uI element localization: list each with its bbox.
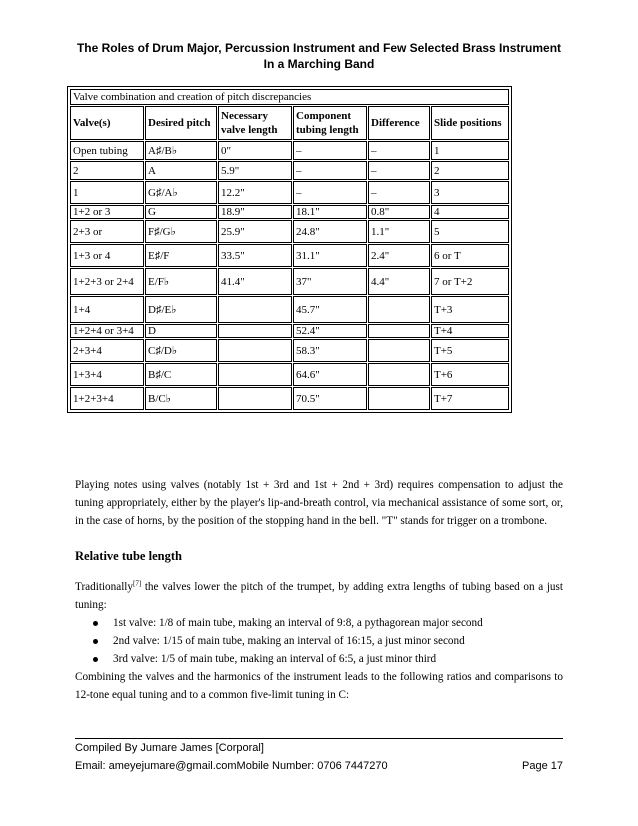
table-cell	[218, 324, 292, 338]
bullet-icon	[93, 657, 98, 662]
table-cell: E/F♭	[145, 268, 217, 295]
valve-ratio-list	[93, 614, 563, 668]
table-row	[70, 296, 509, 323]
table-cell: 1	[70, 181, 144, 204]
table-cell	[368, 296, 430, 323]
table-cell: 1.1"	[368, 220, 430, 243]
table-cell: 24.8"	[293, 220, 367, 243]
table-cell: –	[293, 181, 367, 204]
table-cell: 31.1"	[293, 244, 367, 267]
table-cell: T+5	[431, 339, 509, 362]
table-cell: 1+4	[70, 296, 144, 323]
valve-table-frame	[67, 86, 512, 413]
paragraph-text: Traditionally	[75, 581, 134, 593]
table-cell: 4	[431, 205, 509, 219]
table-cell: B♯/C	[145, 363, 217, 386]
table-cell	[218, 387, 292, 410]
paragraph-combining: Combining the valves and the harmonics of the instrument leads to the following ratios and comparisons to 12-tone equal tuning and to a common five-limit tuning in C:	[75, 671, 563, 701]
table-row	[70, 141, 509, 160]
table-cell: G♯/A♭	[145, 181, 217, 204]
table-cell: 1+2+3+4	[70, 387, 144, 410]
table-cell: –	[368, 141, 430, 160]
page-header	[40, 40, 598, 72]
table-cell: 2+3 or	[70, 220, 144, 243]
table-cell: 37"	[293, 268, 367, 295]
table-cell: 33.5"	[218, 244, 292, 267]
footer-email-mobile: Email: ameyejumare@gmail.comMobile Number: 0706 7447270	[75, 760, 388, 772]
table-cell: B/C♭	[145, 387, 217, 410]
table-row	[70, 339, 509, 362]
table-row	[70, 268, 509, 295]
table-cell: 2	[431, 161, 509, 180]
table-cell: 18.9"	[218, 205, 292, 219]
paragraph-traditionally	[75, 578, 563, 614]
table-header-cell: Valve(s)	[70, 106, 144, 140]
header-title-line1: The Roles of Drum Major, Percussion Instrument and Few Selected Brass Instrument	[76, 41, 562, 55]
paragraph-text: the valves lower the pitch of the trumpet, by adding extra lengths of tubing based on a just tuning:	[75, 581, 563, 611]
footer-divider	[75, 738, 563, 739]
table-cell: A♯/B♭	[145, 141, 217, 160]
header-title-line2: In a Marching Band	[263, 57, 375, 71]
table-cell: F♯/G♭	[145, 220, 217, 243]
table-cell: 25.9"	[218, 220, 292, 243]
table-cell: 45.7"	[293, 296, 367, 323]
paragraph-compensation: Playing notes using valves (notably 1st + 3rd and 1st + 2nd + 3rd) requires compensation to adjust the tuning appropriately, either by the player's lip-and-breath control, via mechanical assistance of some sort, or, in the case of horns, by the position of the stopping hand in the bell. "T" stands for trigger on a trombone.	[75, 479, 563, 527]
table-cell	[368, 339, 430, 362]
table-cell: 58.3"	[293, 339, 367, 362]
table-cell: 1+2 or 3	[70, 205, 144, 219]
list-item: 3rd valve: 1/5 of main tube, making an interval of 6:5, a just minor third	[93, 650, 563, 668]
table-cell: T+7	[431, 387, 509, 410]
table-cell: T+3	[431, 296, 509, 323]
table-header-cell: Desired pitch	[145, 106, 217, 140]
table-cell	[218, 296, 292, 323]
table-cell: 64.6"	[293, 363, 367, 386]
table-header-row	[70, 106, 509, 140]
table-cell: –	[368, 161, 430, 180]
table-row	[70, 324, 509, 338]
table-cell: 1	[431, 141, 509, 160]
table-cell: Open tubing	[70, 141, 144, 160]
table-cell: 0.8"	[368, 205, 430, 219]
footer-compiler: Compiled By Jumare James [Corporal]	[75, 742, 264, 754]
table-row	[70, 205, 509, 219]
table-row	[70, 161, 509, 180]
table-cell: T+4	[431, 324, 509, 338]
table-cell	[218, 339, 292, 362]
table-cell: –	[368, 181, 430, 204]
table-cell: –	[293, 161, 367, 180]
table-header-cell: Component tubing length	[293, 106, 367, 140]
table-cell: 1+3 or 4	[70, 244, 144, 267]
table-header-cell: Slide positions	[431, 106, 509, 140]
table-cell: E♯/F	[145, 244, 217, 267]
table-cell: 3	[431, 181, 509, 204]
table-row	[70, 220, 509, 243]
bullet-icon	[93, 621, 98, 626]
table-cell: 18.1"	[293, 205, 367, 219]
table-caption: Valve combination and creation of pitch discrepancies	[70, 89, 509, 105]
table-cell	[368, 387, 430, 410]
list-item: 1st valve: 1/8 of main tube, making an interval of 9:8, a pythagorean major second	[93, 614, 563, 632]
table-cell: 2.4"	[368, 244, 430, 267]
table-row	[70, 181, 509, 204]
table-cell: 12.2"	[218, 181, 292, 204]
table-row	[70, 387, 509, 410]
table-cell: 5	[431, 220, 509, 243]
table-header-cell: Difference	[368, 106, 430, 140]
table-cell: 2+3+4	[70, 339, 144, 362]
table-cell: 4.4"	[368, 268, 430, 295]
page-number: Page 17	[522, 760, 563, 772]
table-cell: A	[145, 161, 217, 180]
table-cell: 1+2+4 or 3+4	[70, 324, 144, 338]
table-cell: 70.5"	[293, 387, 367, 410]
table-cell: D♯/E♭	[145, 296, 217, 323]
table-cell	[368, 324, 430, 338]
table-row	[70, 363, 509, 386]
table-cell	[218, 363, 292, 386]
table-cell: 1+2+3 or 2+4	[70, 268, 144, 295]
list-item: 2nd valve: 1/15 of main tube, making an interval of 16:15, a just minor second	[93, 632, 563, 650]
table-cell: 0"	[218, 141, 292, 160]
table-cell: 5.9"	[218, 161, 292, 180]
footer-contact	[75, 760, 563, 772]
table-cell: T+6	[431, 363, 509, 386]
table-cell: –	[293, 141, 367, 160]
table-row	[70, 244, 509, 267]
citation-link[interactable]: [7]	[133, 579, 142, 588]
table-cell: 1+3+4	[70, 363, 144, 386]
table-cell: 6 or T	[431, 244, 509, 267]
table-cell: D	[145, 324, 217, 338]
table-cell: C♯/D♭	[145, 339, 217, 362]
section-heading: Relative tube length	[75, 549, 182, 563]
table-header-cell: Necessary valve length	[218, 106, 292, 140]
table-cell: 52.4"	[293, 324, 367, 338]
table-cell	[368, 363, 430, 386]
bullet-icon	[93, 639, 98, 644]
table-cell: 7 or T+2	[431, 268, 509, 295]
valve-table	[69, 88, 510, 411]
table-cell: 41.4"	[218, 268, 292, 295]
table-cell: G	[145, 205, 217, 219]
table-cell: 2	[70, 161, 144, 180]
